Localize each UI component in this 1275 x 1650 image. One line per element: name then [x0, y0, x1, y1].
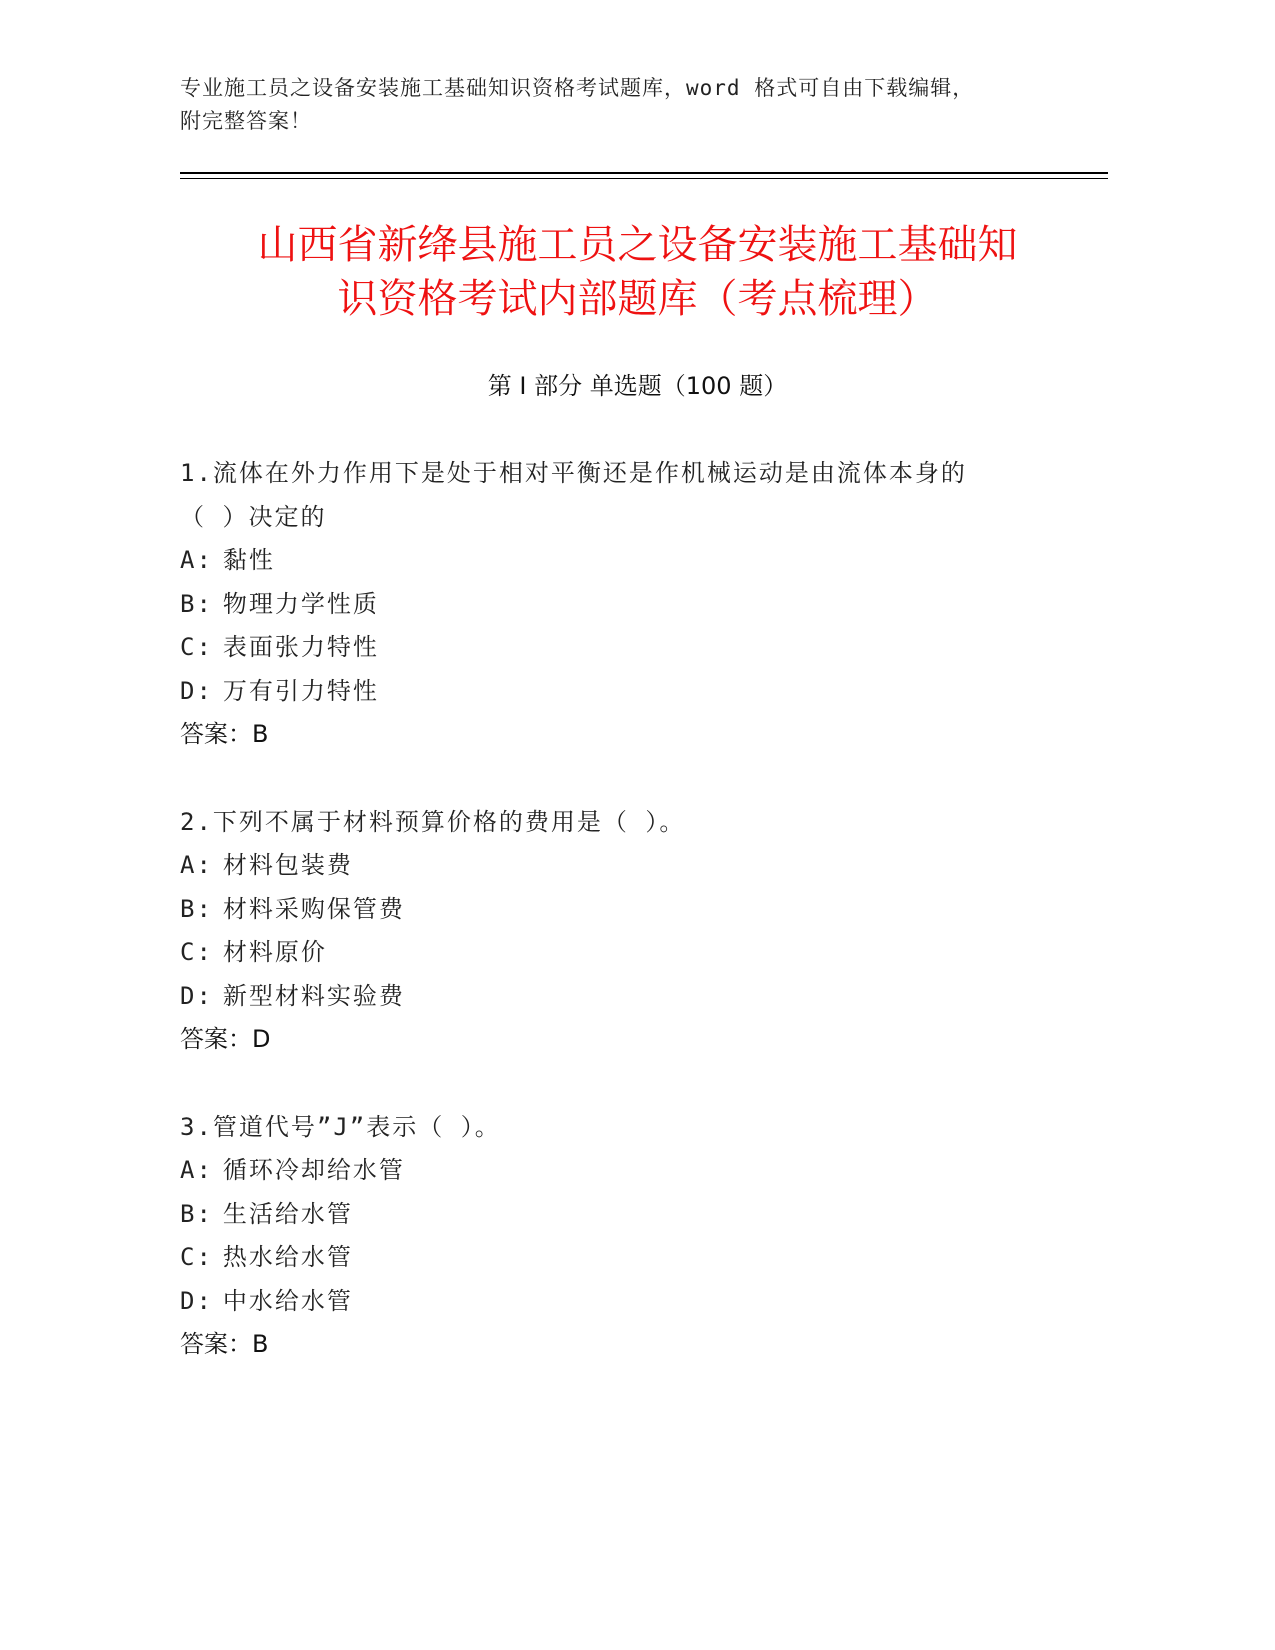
- option-text: 循环冷却给水管: [222, 1156, 405, 1184]
- option-item: [180, 539, 1100, 583]
- option-text: 生活给水管: [222, 1199, 353, 1228]
- header-divider: [180, 172, 1108, 174]
- question-stem: 3.管道代号”J”表示（ ）。: [180, 1112, 501, 1141]
- option-text: 表面张力特性: [222, 633, 379, 661]
- option-item: [180, 626, 1100, 670]
- option-item: [180, 1193, 1100, 1237]
- option-text: 材料包装费: [222, 851, 353, 879]
- question-item: [180, 1106, 1100, 1367]
- option-item: [180, 888, 1100, 932]
- option-item: [180, 1280, 1100, 1324]
- header-note: [180, 72, 1100, 138]
- option-text: 新型材料实验费: [222, 981, 405, 1010]
- question-list: [180, 452, 1100, 1411]
- option-letter: A:: [180, 546, 213, 574]
- question-stem: （ ）决定的: [180, 502, 327, 531]
- option-letter: C:: [180, 633, 213, 661]
- header-note-line: 附完整答案！: [180, 109, 312, 133]
- option-text: 物理力学性质: [222, 589, 379, 618]
- option-item: [180, 975, 1100, 1019]
- option-text: 中水给水管: [222, 1286, 353, 1315]
- question-stem: 2.下列不属于材料预算价格的费用是（ ）。: [180, 807, 686, 836]
- answer-line: 答案：D: [180, 1025, 271, 1053]
- answer-line: 答案：B: [180, 1330, 269, 1358]
- question-stem: 1.流体在外力作用下是处于相对平衡还是作机械运动是由流体本身的: [180, 459, 967, 487]
- question-item: [180, 452, 1100, 757]
- option-item: [180, 670, 1100, 714]
- option-text: 材料采购保管费: [222, 894, 405, 923]
- question-item: [180, 801, 1100, 1062]
- section-heading: 第 I 部分 单选题（100 题）: [487, 372, 788, 400]
- option-item: [180, 583, 1100, 627]
- option-letter: D:: [180, 676, 213, 705]
- answer-line: 答案：B: [180, 720, 269, 748]
- option-item: [180, 1236, 1100, 1280]
- option-text: 材料原价: [222, 938, 327, 966]
- option-letter: A:: [180, 851, 213, 879]
- header-divider-thin: [180, 178, 1108, 179]
- option-item: [180, 931, 1100, 975]
- option-letter: B:: [180, 1199, 213, 1228]
- option-letter: A:: [180, 1156, 213, 1184]
- header-note-line: 专业施工员之设备安装施工基础知识资格考试题库，word 格式可自由下载编辑，: [180, 76, 975, 100]
- document-title: [180, 218, 1095, 326]
- option-item: [180, 844, 1100, 888]
- option-item: [180, 1149, 1100, 1193]
- option-letter: C:: [180, 938, 213, 966]
- option-text: 热水给水管: [222, 1243, 353, 1271]
- document-title-line: 山西省新绛县施工员之设备安装施工基础知: [257, 222, 1018, 268]
- option-letter: C:: [180, 1243, 213, 1271]
- option-letter: D:: [180, 981, 213, 1010]
- option-letter: B:: [180, 894, 213, 923]
- option-text: 万有引力特性: [222, 676, 379, 705]
- option-letter: D:: [180, 1286, 213, 1315]
- option-text: 黏性: [222, 546, 275, 574]
- document-title-line: 识资格考试内部题库（考点梳理）: [337, 276, 938, 322]
- option-letter: B:: [180, 589, 213, 618]
